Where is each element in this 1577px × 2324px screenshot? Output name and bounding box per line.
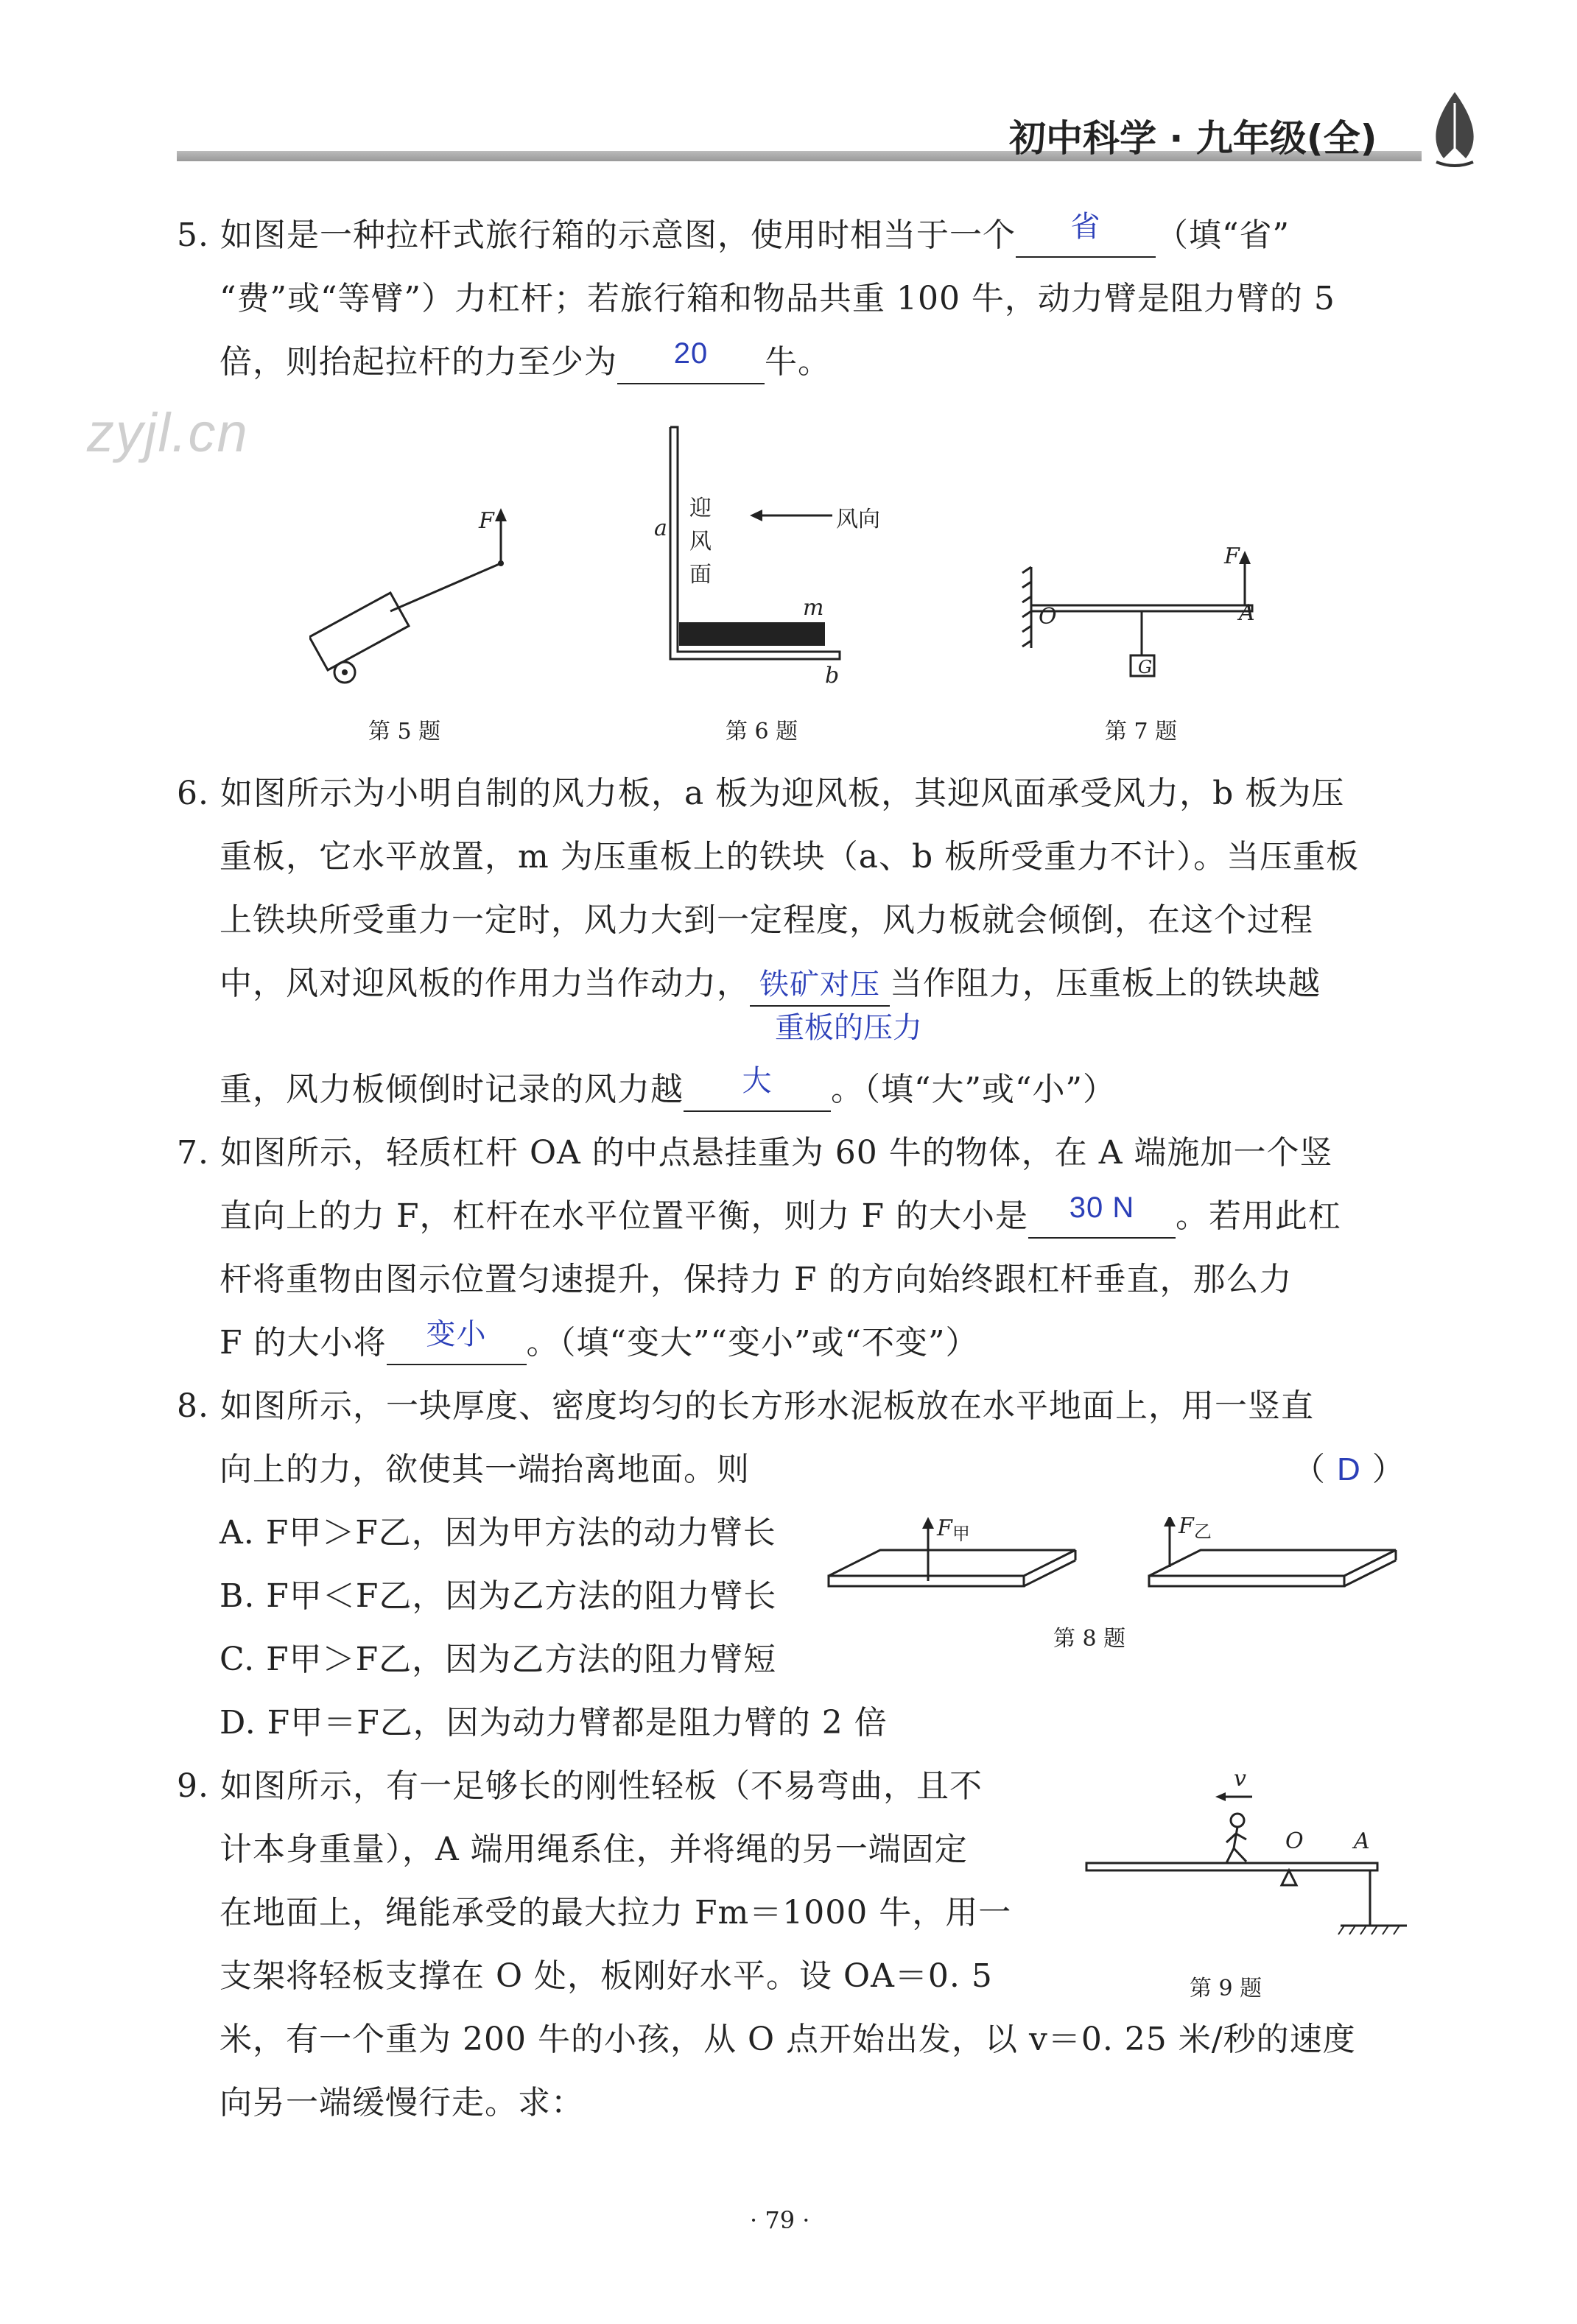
- fig8-caption: 第 8 题: [1053, 1626, 1126, 1652]
- q8-answer-bracket: （ D ）: [1293, 1451, 1405, 1488]
- q6-text: 。（填“大”或“小”）: [831, 1071, 1116, 1108]
- q6-text: 重，风力板倾倒时记录的风力越: [219, 1071, 684, 1108]
- q6-line4: [219, 963, 1321, 1007]
- fig9-label-O: O: [1285, 1828, 1304, 1854]
- fig6-face-1: 迎: [689, 496, 712, 521]
- q7-text: 。若用此杠: [1176, 1197, 1342, 1235]
- q8-line2: 向上的力，欲使其一端抬离地面。则: [219, 1451, 750, 1488]
- fig6-face-3: 面: [689, 562, 712, 588]
- q8-line1: 8. 如图所示，一块厚度、密度均匀的长方形水泥板放在水平地面上，用一竖直: [177, 1387, 1314, 1425]
- q7-answer-1: 30 N: [1069, 1191, 1135, 1224]
- q5-text: （填“省”: [1155, 216, 1290, 254]
- fig6-caption: 第 6 题: [726, 719, 798, 744]
- fig5-caption: 第 5 题: [368, 719, 441, 744]
- figure-8-slab-diagram: [825, 1517, 1414, 1605]
- q7-line2: [219, 1191, 1342, 1239]
- fig7-label-A: A: [1239, 600, 1255, 626]
- q5-blank-2: [617, 337, 765, 384]
- page-number: · 79 ·: [750, 2206, 810, 2234]
- q6-text: 当作阻力，压重板上的铁块越: [890, 965, 1321, 1002]
- q5-text: 5. 如图是一种拉杆式旅行箱的示意图，使用时相当于一个: [177, 216, 1016, 254]
- fig9-label-A: A: [1354, 1828, 1370, 1854]
- q6-answer-2: 大: [742, 1065, 773, 1097]
- q6-line5: [219, 1065, 1116, 1112]
- q8-option-b: B. F甲＜F乙，因为乙方法的阻力臂长: [219, 1577, 777, 1615]
- q5-line1: [177, 211, 1290, 258]
- q6-text: 中，风对迎风板的作用力当作动力，: [219, 965, 750, 1002]
- q9-line1: 9. 如图所示，有一足够长的刚性轻板（不易弯曲，且不: [177, 1767, 983, 1805]
- fig9-caption: 第 9 题: [1190, 1976, 1262, 2001]
- figure-5-suitcase-diagram: [309, 501, 545, 692]
- q7-text: 直向上的力 F，杠杆在水平位置平衡，则力 F 的大小是: [219, 1197, 1029, 1235]
- q7-line3: 杆将重物由图示位置匀速提升，保持力 F 的方向始终跟杠杆垂直，那么力: [219, 1261, 1293, 1298]
- q6-answer-1-bottom: 重板的压力: [775, 1012, 922, 1044]
- q9-line6: 向另一端缓慢行走。求：: [219, 2084, 584, 2121]
- q9-line3: 在地面上，绳能承受的最大拉力 Fm＝1000 牛，用一: [219, 1894, 1012, 1932]
- fig6-label-m: m: [803, 595, 824, 621]
- q5-blank-1: [1016, 211, 1156, 258]
- header-title: 初中科学 · 九年级(全): [1009, 117, 1377, 160]
- q5-text: 牛。: [765, 343, 831, 381]
- q5-line3: [219, 337, 831, 384]
- q7-blank-2: [387, 1318, 527, 1365]
- q5-line2: “费”或“等臂”）力杠杆；若旅行箱和物品共重 100 牛，动力臂是阻力臂的 5: [219, 280, 1335, 317]
- q9-line5: 米，有一个重为 200 牛的小孩，从 O 点开始出发，以 v＝0. 25 米/秒的速度: [219, 2021, 1356, 2058]
- q7-line4: [219, 1318, 979, 1365]
- q9-line4: 支架将轻板支撑在 O 处，板刚好水平。设 OA＝0. 5: [219, 1957, 993, 1995]
- fig7-label-O: O: [1039, 604, 1057, 630]
- q6-answer-1-top: 铁矿对压: [750, 964, 890, 1007]
- q6-line1: 6. 如图所示为小明自制的风力板，a 板为迎风板，其迎风面承受风力，b 板为压: [177, 775, 1345, 812]
- q7-text: F 的大小将: [219, 1324, 387, 1362]
- q8-option-c: C. F甲＞F乙，因为乙方法的阻力臂短: [219, 1641, 777, 1678]
- figure-9-plank-diagram: [1083, 1775, 1422, 1944]
- q7-blank-1: [1028, 1191, 1176, 1239]
- fig7-label-F: F: [1224, 543, 1240, 569]
- q6-line2: 重板，它水平放置，m 为压重板上的铁块（a、b 板所受重力不计）。当压重板: [219, 838, 1360, 876]
- q8-option-d: D. F甲＝F乙，因为动力臂都是阻力臂的 2 倍: [219, 1704, 888, 1742]
- q6-blank-2: [684, 1065, 831, 1112]
- q8-answer: D: [1337, 1451, 1361, 1487]
- q6-line3: 上铁块所受重力一定时，风力大到一定程度，风力板就会倾倒，在这个过程: [219, 901, 1313, 939]
- fig6-label-b: b: [825, 663, 840, 689]
- q9-line2: 计本身重量），A 端用绳系住，并将绳的另一端固定: [219, 1831, 968, 1868]
- figure-6-wind-board-diagram: [656, 423, 854, 674]
- fig7-label-G: G: [1138, 657, 1153, 677]
- fig9-label-v: v: [1234, 1766, 1246, 1792]
- q5-answer-2: 20: [673, 337, 709, 370]
- leaf-logo-icon: [1422, 88, 1488, 169]
- fig6-face-2: 风: [689, 529, 712, 554]
- q7-answer-2: 变小: [426, 1318, 487, 1351]
- fig8-label-F2: $F_乙$: [1179, 1513, 1212, 1542]
- fig5-label-F: F: [479, 508, 494, 534]
- q7-text: 。（填“变大”“变小”或“不变”）: [526, 1324, 979, 1362]
- q7-line1: 7. 如图所示，轻质杠杆 OA 的中点悬挂重为 60 牛的物体，在 A 端施加一个竖: [177, 1134, 1333, 1172]
- fig6-wind-label: 风向: [836, 507, 880, 532]
- fig6-label-a: a: [654, 515, 667, 541]
- fig7-caption: 第 7 题: [1105, 719, 1178, 744]
- fig8-label-F1: $F_甲$: [937, 1515, 970, 1544]
- q8-option-a: A. F甲＞F乙，因为甲方法的动力臂长: [219, 1514, 776, 1552]
- q5-answer-1: 省: [1070, 211, 1101, 243]
- watermark: zyjl.cn: [87, 402, 249, 463]
- q5-text: 倍，则抬起拉杆的力至少为: [219, 343, 617, 381]
